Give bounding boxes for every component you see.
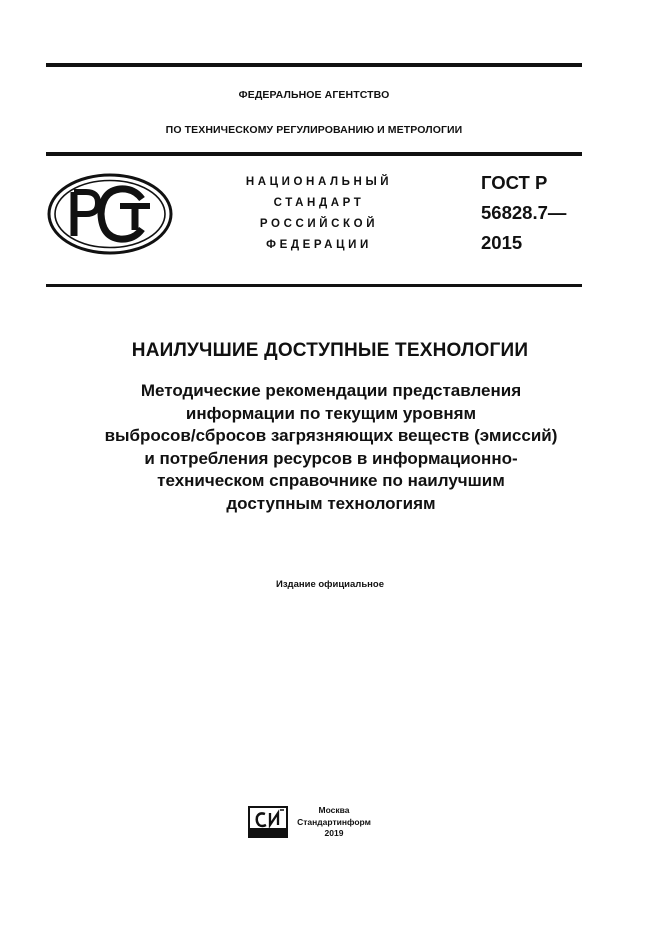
rst-certification-mark-icon [46,172,174,256]
standard-code-line1: ГОСТ Р [481,172,548,193]
subtitle-line: Методические рекомендации представления [140,381,522,400]
document-title: НАИЛУЧШИЕ ДОСТУПНЫЕ ТЕХНОЛОГИИ [131,340,529,361]
publisher-name: Стандартинформ [297,816,371,827]
subtitle-line: и потребления ресурсов в информационно- [144,448,518,468]
standard-code-line3: 2015 [481,232,523,253]
standard-type-line: РОССИЙСКОЙ [259,218,379,230]
standard-type-line: СТАНДАРТ [273,197,365,209]
standard-type-line: ФЕДЕРАЦИИ [266,239,372,251]
subtitle-line: выбросов/сбросов загрязняющих веществ (эмиссий) [104,426,558,445]
standard-code-line2: 56828.7— [481,202,567,223]
standard-type-line: НАЦИОНАЛЬНЫЙ [245,176,393,188]
subtitle-line: информации по текущим уровням [185,403,477,423]
publisher-city: Москва [318,805,350,815]
subtitle-line: доступным технологиям [226,493,436,513]
publisher-year: 2019 [324,828,344,838]
publisher-block [294,805,374,840]
subtitle-line: техническом справочнике по наилучшим [157,471,505,490]
agency-name-line1: ФЕДЕРАЛЬНОЕ АГЕНТСТВО [238,89,390,101]
standard-code [481,168,591,258]
header-rule [46,152,582,156]
agency-name-line2: ПО ТЕХНИЧЕСКОМУ РЕГУЛИРОВАНИЮ И МЕТРОЛОГИИ [165,124,463,136]
top-rule [46,63,582,67]
document-subtitle [26,380,636,515]
standartinform-logo-icon [248,806,288,838]
standard-type-block [212,172,426,256]
divider-rule [46,284,582,287]
edition-label: Издание официальное [276,579,384,590]
